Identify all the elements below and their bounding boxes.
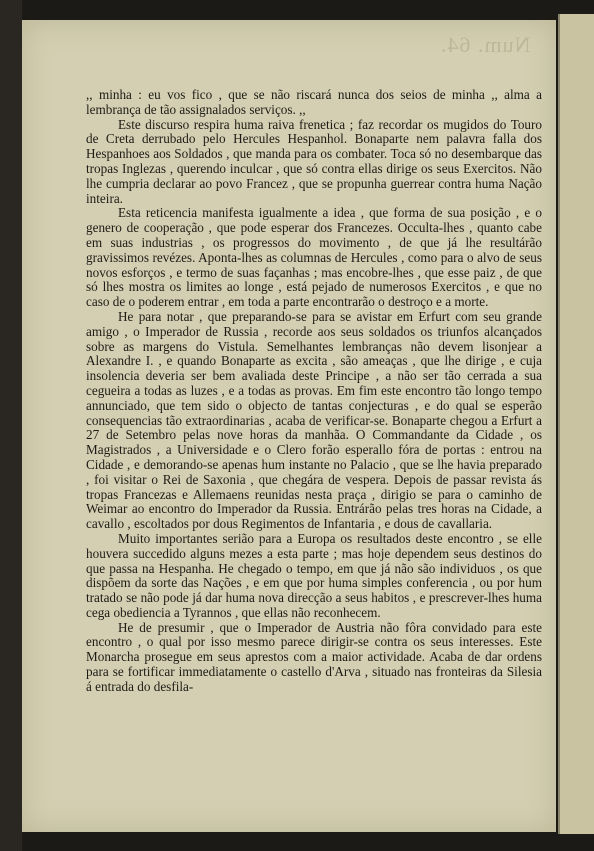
paragraph-quote-end: ,, minha : eu vos fico , que se não riscará nunca dos seios de minha ,, alma a lembrança de tão assignalados serviços. ,, — [86, 87, 542, 117]
scan-background-left — [0, 0, 22, 851]
paragraph-discurso: Este discurso respira huma raiva frenetica ; faz recordar os mugidos do Touro de Creta derrubado pelo Hercules Hespanhol. Bonaparte nem palavra falla dos Hespanhoes aos Soldados , que manda para os combater. Toca só no desembarque das tropas Inglezas , querendo inculcar , que só contra ellas dirige os seus Exercitos. Não lhe cumpria declarar ao povo Francez , que se propunha guerrear contra huma Nação inteira. — [86, 116, 542, 206]
paragraph-europa: Muito importantes serião para a Europa os resultados deste encontro , se elle houvera succedido alguns mezes a esta parte ; mas hoje dependem seus destinos do que passa na Hespanha. He chegado o tempo, em que já não são individuos , os que dispõem da sorte das Nações , e em que por huma simples conferencia , ou por hum tratado se não pode já dar huma nova direcção a seus habitos , e prescrever-lhes huma cega obediencia a Tyrannos , que ellas não reconhecem. — [86, 530, 542, 620]
facing-page-edge — [558, 14, 594, 834]
paragraph-reticencia: Esta reticencia manifesta igualmente a idea , que forma de sua posição , e o genero de cooperação , que pode esperar dos Francezes. Occulta-lhes , quanto cabe em suas industrias , os progressos do movimento , de que já lhe resultárão gravissimos revézes. Aponta-lhes as columnas de Hercules , como para o alvo de seus novos esforços , e termo de suas façanhas ; mas encobre-lhes , que esse paiz , de que só lhes mostra os limites ao longe , está pejado de numerosos Exercitos , e que no caso de o poderem entrar , em toda a parte encontrarão o destroço e a morte. — [86, 205, 542, 310]
paragraph-austria: He de presumir , que o Imperador de Austria não fôra convidado para este encontro , o qual por isso mesmo parece dirigir-se contra os seus interesses. Este Monarcha prosegue em seus aprestos com a maior actividade. Acaba de dar ordens para se fortificar immediatamente o castello d'Arva , situado nas fronteiras da Silesia á entrada do desfila- — [86, 619, 542, 694]
bleed-through-header: Num. 64. — [440, 32, 531, 57]
body-text — [86, 88, 542, 695]
paragraph-erfurt: He para notar , que preparando-se para se avistar em Erfurt com seu grande amigo , o Imperador de Russia , recorde aos seus soldados os triunfos alcançados sobre as margens do Vistula. Semelhantes lembranças não devem lisonjear a Alexandre I. , e quando Bonaparte as excita , são ameaças , que lhe dirige , e cuja insolencia deveria ser bem avaliada deste Principe , a não ser tão cerrada a sua cegueira a todas as luzes , e a todas as provas. Em fim este encontro tão longo tempo annunciado, que tem sido o objecto de tantas conjecturas , e do qual se esperão consequencias tão extraordinarias , acaba de verificar-se. Bonaparte chegou a Erfurt a 27 de Setembro pelas nove horas da manhãa. O Commandante da Cidade , os Magistrados , a Universidade e o Clero forão esperallo fóra de portas : entrou na Cidade , e demorando-se apenas hum instante no Palacio , que se lhe havia preparado , foi visitar o Rei de Saxonia , que chegára de vespera. Depois de passar revista ás tropas Francezas e Allemaens reunidas nesta praça , dirigio se para o caminho de Weimar ao encontro do Imperador da Russia. Entrárão pelas tres horas na Cidade, a cavallo , escoltados por dous Regimentos de Infantaria , e dous de cavallaria. — [86, 308, 542, 532]
